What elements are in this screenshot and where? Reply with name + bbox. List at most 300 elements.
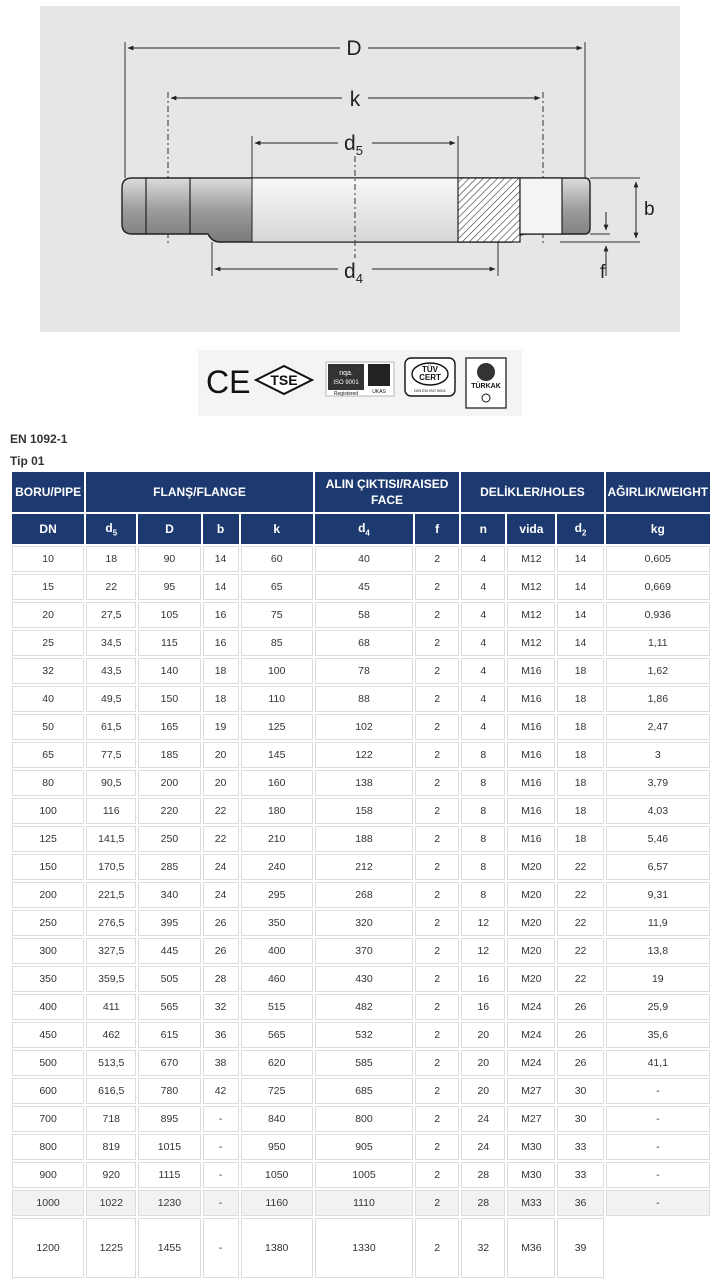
cell-k: 1160 bbox=[241, 1190, 313, 1216]
cell-vida: M16 bbox=[507, 798, 555, 824]
cell-b: 19 bbox=[203, 714, 239, 740]
cell-dn: 10 bbox=[12, 546, 84, 572]
cell-vida: M12 bbox=[507, 602, 555, 628]
cell-d2: 14 bbox=[557, 602, 603, 628]
cell-d5: 1022 bbox=[86, 1190, 136, 1216]
cell-d4: 58 bbox=[315, 602, 413, 628]
cell-kg: 3 bbox=[606, 742, 710, 768]
cell-kg: 1,86 bbox=[606, 686, 710, 712]
column-header-d4: $d_4$ bbox=[315, 514, 413, 544]
table-row bbox=[12, 658, 710, 684]
cell-outer-d: 165 bbox=[138, 714, 200, 740]
cell-kg: 1,62 bbox=[606, 658, 710, 684]
cell-d4: 122 bbox=[315, 742, 413, 768]
cell-kg: 3,79 bbox=[606, 770, 710, 796]
cell-k: 210 bbox=[241, 826, 313, 852]
cell-n: 28 bbox=[461, 1190, 505, 1216]
cell-d2: 18 bbox=[557, 826, 603, 852]
cell-b: 16 bbox=[203, 630, 239, 656]
certification-logos bbox=[198, 350, 522, 416]
cell-d4: 532 bbox=[315, 1022, 413, 1048]
cell-dn: 700 bbox=[12, 1106, 84, 1132]
column-header-dn: DN bbox=[12, 514, 84, 544]
svg-text:nqa.: nqa. bbox=[339, 370, 353, 377]
cell-outer-d: 250 bbox=[138, 826, 200, 852]
ce-logo-icon bbox=[206, 364, 250, 400]
cell-n: 8 bbox=[461, 742, 505, 768]
cell-d2: 14 bbox=[557, 630, 603, 656]
cell-d2: 22 bbox=[557, 938, 603, 964]
table-row bbox=[12, 966, 710, 992]
svg-text:Registered: Registered bbox=[333, 391, 359, 397]
cell-vida: M16 bbox=[507, 714, 555, 740]
cell-outer-d: 200 bbox=[138, 770, 200, 796]
cell-b: 22 bbox=[203, 798, 239, 824]
group-weight: AĞIRLIK/WEIGHT bbox=[606, 472, 710, 512]
cell-n: 20 bbox=[461, 1022, 505, 1048]
cell-outer-d: 395 bbox=[138, 910, 200, 936]
cell-outer-d: 505 bbox=[138, 966, 200, 992]
cell-d5: 34,5 bbox=[86, 630, 136, 656]
cell-d5: 116 bbox=[86, 798, 136, 824]
cell-k: 1050 bbox=[241, 1162, 313, 1188]
column-header-outer-d: D bbox=[138, 514, 200, 544]
cell-f: 2 bbox=[415, 1050, 459, 1076]
cell-kg: 13,8 bbox=[606, 938, 710, 964]
cell-d4: 800 bbox=[315, 1106, 413, 1132]
cell-d5: 141,5 bbox=[86, 826, 136, 852]
cell-b: 42 bbox=[203, 1078, 239, 1104]
cell-d2: 30 bbox=[557, 1106, 603, 1132]
cell-d4: 40 bbox=[315, 546, 413, 572]
cell-d4: 370 bbox=[315, 938, 413, 964]
cell-b: - bbox=[203, 1162, 239, 1188]
cell-kg: 0,669 bbox=[606, 574, 710, 600]
cell-d5: 1225 bbox=[86, 1218, 136, 1278]
table-row bbox=[12, 1190, 710, 1216]
table-row bbox=[12, 994, 710, 1020]
cell-kg: 6,57 bbox=[606, 854, 710, 880]
cell-vida: M24 bbox=[507, 1022, 555, 1048]
cell-f: 2 bbox=[415, 1078, 459, 1104]
cell-k: 240 bbox=[241, 854, 313, 880]
cell-n: 12 bbox=[461, 938, 505, 964]
svg-text:TÜV: TÜV bbox=[422, 365, 438, 374]
cell-f: 2 bbox=[415, 602, 459, 628]
cell-kg: 0,605 bbox=[606, 546, 710, 572]
cell-n: 20 bbox=[461, 1050, 505, 1076]
cell-n: 8 bbox=[461, 798, 505, 824]
cell-n: 4 bbox=[461, 546, 505, 572]
cell-k: 350 bbox=[241, 910, 313, 936]
cell-d2: 14 bbox=[557, 574, 603, 600]
cell-d2: 33 bbox=[557, 1134, 603, 1160]
cell-outer-d: 285 bbox=[138, 854, 200, 880]
cell-d2: 22 bbox=[557, 854, 603, 880]
cell-dn: 300 bbox=[12, 938, 84, 964]
cell-kg: 5,46 bbox=[606, 826, 710, 852]
type-title: Tip 01 bbox=[10, 454, 45, 468]
cell-d5: 170,5 bbox=[86, 854, 136, 880]
table-row bbox=[12, 742, 710, 768]
cell-f: 2 bbox=[415, 938, 459, 964]
cell-d2: 30 bbox=[557, 1078, 603, 1104]
table-row bbox=[12, 798, 710, 824]
cell-kg: - bbox=[606, 1162, 710, 1188]
cell-outer-d: 140 bbox=[138, 658, 200, 684]
cell-d2: 18 bbox=[557, 714, 603, 740]
table-row bbox=[12, 630, 710, 656]
cell-n: 32 bbox=[461, 1218, 505, 1278]
cell-k: 950 bbox=[241, 1134, 313, 1160]
cell-k: 620 bbox=[241, 1050, 313, 1076]
standard-title: EN 1092-1 bbox=[10, 432, 68, 446]
cell-d2: 36 bbox=[557, 1190, 603, 1216]
cell-f: 2 bbox=[415, 854, 459, 880]
table-row bbox=[12, 1050, 710, 1076]
cell-kg: - bbox=[606, 1134, 710, 1160]
cell-d5: 462 bbox=[86, 1022, 136, 1048]
cell-vida: M24 bbox=[507, 1050, 555, 1076]
cell-n: 28 bbox=[461, 1162, 505, 1188]
cell-d5: 221,5 bbox=[86, 882, 136, 908]
cell-k: 565 bbox=[241, 1022, 313, 1048]
cell-d5: 616,5 bbox=[86, 1078, 136, 1104]
cell-n: 24 bbox=[461, 1106, 505, 1132]
cell-vida: M30 bbox=[507, 1162, 555, 1188]
cell-outer-d: 615 bbox=[138, 1022, 200, 1048]
column-header-row bbox=[12, 514, 710, 544]
cell-vida: M12 bbox=[507, 630, 555, 656]
cell-vida: M16 bbox=[507, 770, 555, 796]
cell-vida: M20 bbox=[507, 910, 555, 936]
svg-text:DIN EN ISO 9001: DIN EN ISO 9001 bbox=[414, 388, 446, 393]
cell-vida: M20 bbox=[507, 966, 555, 992]
cell-vida: M12 bbox=[507, 574, 555, 600]
cell-d4: 188 bbox=[315, 826, 413, 852]
cell-b: - bbox=[203, 1218, 239, 1278]
cell-k: 110 bbox=[241, 686, 313, 712]
cell-d4: 585 bbox=[315, 1050, 413, 1076]
cell-d2: 26 bbox=[557, 1022, 603, 1048]
cell-kg: 9,31 bbox=[606, 882, 710, 908]
cell-outer-d: 445 bbox=[138, 938, 200, 964]
cell-d5: 61,5 bbox=[86, 714, 136, 740]
cell-b: 16 bbox=[203, 602, 239, 628]
cell-dn: 500 bbox=[12, 1050, 84, 1076]
cell-b: 26 bbox=[203, 910, 239, 936]
table-row bbox=[12, 714, 710, 740]
cell-outer-d: 1015 bbox=[138, 1134, 200, 1160]
cell-b: 26 bbox=[203, 938, 239, 964]
cell-outer-d: 895 bbox=[138, 1106, 200, 1132]
cell-dn: 20 bbox=[12, 602, 84, 628]
cell-b: 20 bbox=[203, 770, 239, 796]
svg-text:CERT: CERT bbox=[419, 373, 441, 382]
cell-kg: 0,936 bbox=[606, 602, 710, 628]
cell-b: 20 bbox=[203, 742, 239, 768]
svg-text:TÜRKAK: TÜRKAK bbox=[471, 383, 501, 390]
label-d5: $d_5$ bbox=[344, 132, 363, 158]
column-header-vida: vida bbox=[507, 514, 555, 544]
cell-n: 4 bbox=[461, 574, 505, 600]
cell-k: 100 bbox=[241, 658, 313, 684]
column-header-d5: $d_5$ bbox=[86, 514, 136, 544]
cell-dn: 600 bbox=[12, 1078, 84, 1104]
table-row bbox=[12, 770, 710, 796]
cell-d4: 212 bbox=[315, 854, 413, 880]
cell-kg: 41,1 bbox=[606, 1050, 710, 1076]
cell-k: 840 bbox=[241, 1106, 313, 1132]
table-row bbox=[12, 1106, 710, 1132]
cell-vida: M20 bbox=[507, 938, 555, 964]
cell-dn: 80 bbox=[12, 770, 84, 796]
cell-dn: 125 bbox=[12, 826, 84, 852]
group-raised-face: ALIN ÇIKTISI/RAISED FACE bbox=[315, 472, 459, 512]
cell-k: 85 bbox=[241, 630, 313, 656]
cell-dn: 32 bbox=[12, 658, 84, 684]
cell-d4: 138 bbox=[315, 770, 413, 796]
cell-dn: 25 bbox=[12, 630, 84, 656]
cell-f: 2 bbox=[415, 994, 459, 1020]
table-row bbox=[12, 1134, 710, 1160]
cell-vida: M27 bbox=[507, 1106, 555, 1132]
svg-text:TSE: TSE bbox=[270, 372, 298, 388]
cell-n: 8 bbox=[461, 882, 505, 908]
cell-d2: 18 bbox=[557, 686, 603, 712]
cell-kg: 11,9 bbox=[606, 910, 710, 936]
iso-9001-logo-icon bbox=[326, 362, 394, 397]
cell-outer-d: 1115 bbox=[138, 1162, 200, 1188]
cell-d5: 327,5 bbox=[86, 938, 136, 964]
cell-d4: 78 bbox=[315, 658, 413, 684]
cell-f: 2 bbox=[415, 966, 459, 992]
cell-d4: 482 bbox=[315, 994, 413, 1020]
cell-n: 4 bbox=[461, 602, 505, 628]
cell-outer-d: 780 bbox=[138, 1078, 200, 1104]
cell-vida: M30 bbox=[507, 1134, 555, 1160]
cell-k: 125 bbox=[241, 714, 313, 740]
cell-d5: 819 bbox=[86, 1134, 136, 1160]
cell-vida: M24 bbox=[507, 994, 555, 1020]
cell-d2: 26 bbox=[557, 994, 603, 1020]
cell-dn: 400 bbox=[12, 994, 84, 1020]
cell-outer-d: 115 bbox=[138, 630, 200, 656]
cell-d2: 22 bbox=[557, 966, 603, 992]
cell-f: 2 bbox=[415, 630, 459, 656]
cell-d4: 1110 bbox=[315, 1190, 413, 1216]
cell-f: 2 bbox=[415, 1218, 459, 1278]
cell-b: 24 bbox=[203, 854, 239, 880]
cell-n: 4 bbox=[461, 658, 505, 684]
tuv-cert-logo-icon bbox=[405, 358, 455, 396]
cell-b: - bbox=[203, 1134, 239, 1160]
cell-k: 725 bbox=[241, 1078, 313, 1104]
cell-f: 2 bbox=[415, 1022, 459, 1048]
cell-f: 2 bbox=[415, 1134, 459, 1160]
cell-dn: 100 bbox=[12, 798, 84, 824]
cell-dn: 65 bbox=[12, 742, 84, 768]
cell-d4: 430 bbox=[315, 966, 413, 992]
label-b: b bbox=[644, 199, 655, 220]
cell-outer-d: 1455 bbox=[138, 1218, 200, 1278]
cell-d5: 411 bbox=[86, 994, 136, 1020]
table-row bbox=[12, 910, 710, 936]
table-row bbox=[12, 1022, 710, 1048]
cell-outer-d: 185 bbox=[138, 742, 200, 768]
label-f: f bbox=[600, 262, 606, 283]
cell-kg bbox=[606, 1218, 710, 1278]
cell-vida: M20 bbox=[507, 854, 555, 880]
cell-dn: 150 bbox=[12, 854, 84, 880]
cell-vida: M33 bbox=[507, 1190, 555, 1216]
label-D: D bbox=[346, 37, 362, 60]
cell-d2: 22 bbox=[557, 910, 603, 936]
cell-n: 16 bbox=[461, 966, 505, 992]
cell-d2: 18 bbox=[557, 742, 603, 768]
cell-b: - bbox=[203, 1190, 239, 1216]
table-row bbox=[12, 574, 710, 600]
cell-f: 2 bbox=[415, 1106, 459, 1132]
cell-b: 32 bbox=[203, 994, 239, 1020]
column-header-kg: kg bbox=[606, 514, 710, 544]
cell-b: 24 bbox=[203, 882, 239, 908]
cell-f: 2 bbox=[415, 714, 459, 740]
cell-d4: 268 bbox=[315, 882, 413, 908]
label-d4: $d_4$ bbox=[344, 260, 363, 286]
column-header-b: b bbox=[203, 514, 239, 544]
svg-text:ISO 9001: ISO 9001 bbox=[333, 380, 359, 386]
cell-d5: 49,5 bbox=[86, 686, 136, 712]
cell-b: 22 bbox=[203, 826, 239, 852]
cell-outer-d: 220 bbox=[138, 798, 200, 824]
cell-dn: 350 bbox=[12, 966, 84, 992]
cell-k: 160 bbox=[241, 770, 313, 796]
cell-outer-d: 90 bbox=[138, 546, 200, 572]
cell-vida: M16 bbox=[507, 826, 555, 852]
cell-vida: M27 bbox=[507, 1078, 555, 1104]
cell-k: 515 bbox=[241, 994, 313, 1020]
section-hatch bbox=[458, 178, 520, 242]
cell-n: 4 bbox=[461, 686, 505, 712]
flange-spec-table bbox=[10, 470, 712, 1280]
cell-n: 8 bbox=[461, 770, 505, 796]
cell-f: 2 bbox=[415, 574, 459, 600]
cell-outer-d: 95 bbox=[138, 574, 200, 600]
cell-n: 20 bbox=[461, 1078, 505, 1104]
cell-b: 18 bbox=[203, 658, 239, 684]
table-row bbox=[12, 1162, 710, 1188]
cell-d5: 77,5 bbox=[86, 742, 136, 768]
cell-outer-d: 340 bbox=[138, 882, 200, 908]
cell-f: 2 bbox=[415, 546, 459, 572]
column-header-k: k bbox=[241, 514, 313, 544]
cell-d2: 18 bbox=[557, 798, 603, 824]
svg-text:CE: CE bbox=[206, 364, 251, 400]
cell-kg: 19 bbox=[606, 966, 710, 992]
cell-kg: 1,11 bbox=[606, 630, 710, 656]
cell-k: 60 bbox=[241, 546, 313, 572]
cell-d5: 22 bbox=[86, 574, 136, 600]
cell-k: 295 bbox=[241, 882, 313, 908]
cell-d5: 513,5 bbox=[86, 1050, 136, 1076]
cell-d5: 43,5 bbox=[86, 658, 136, 684]
cell-n: 12 bbox=[461, 910, 505, 936]
table-row bbox=[12, 546, 710, 572]
cell-d4: 320 bbox=[315, 910, 413, 936]
cell-kg: 2,47 bbox=[606, 714, 710, 740]
cell-k: 145 bbox=[241, 742, 313, 768]
cell-k: 65 bbox=[241, 574, 313, 600]
cell-f: 2 bbox=[415, 770, 459, 796]
cell-d5: 18 bbox=[86, 546, 136, 572]
cell-dn: 250 bbox=[12, 910, 84, 936]
table-row bbox=[12, 602, 710, 628]
cell-n: 4 bbox=[461, 714, 505, 740]
group-flange: FLANŞ/FLANGE bbox=[86, 472, 313, 512]
svg-text:UKAS: UKAS bbox=[372, 389, 386, 395]
cell-vida: M16 bbox=[507, 658, 555, 684]
cell-n: 16 bbox=[461, 994, 505, 1020]
cell-d4: 1330 bbox=[315, 1218, 413, 1278]
cell-dn: 15 bbox=[12, 574, 84, 600]
cell-f: 2 bbox=[415, 1162, 459, 1188]
cell-k: 1380 bbox=[241, 1218, 313, 1278]
turkak-logo-icon bbox=[466, 358, 506, 408]
cell-kg: 35,6 bbox=[606, 1022, 710, 1048]
cell-vida: M36 bbox=[507, 1218, 555, 1278]
cell-d4: 45 bbox=[315, 574, 413, 600]
cell-f: 2 bbox=[415, 686, 459, 712]
cell-b: 36 bbox=[203, 1022, 239, 1048]
cell-d2: 14 bbox=[557, 546, 603, 572]
column-header-f: f bbox=[415, 514, 459, 544]
cell-vida: M16 bbox=[507, 742, 555, 768]
cell-n: 4 bbox=[461, 630, 505, 656]
cell-n: 8 bbox=[461, 854, 505, 880]
cell-d4: 905 bbox=[315, 1134, 413, 1160]
cell-dn: 40 bbox=[12, 686, 84, 712]
table-row bbox=[12, 1078, 710, 1104]
cell-n: 8 bbox=[461, 826, 505, 852]
cell-outer-d: 105 bbox=[138, 602, 200, 628]
cell-dn: 450 bbox=[12, 1022, 84, 1048]
cell-b: 38 bbox=[203, 1050, 239, 1076]
cell-f: 2 bbox=[415, 910, 459, 936]
column-header-n: n bbox=[461, 514, 505, 544]
table-row bbox=[12, 854, 710, 880]
cell-kg: 4,03 bbox=[606, 798, 710, 824]
cell-k: 75 bbox=[241, 602, 313, 628]
group-pipe: BORU/PIPE bbox=[12, 472, 84, 512]
cell-dn: 900 bbox=[12, 1162, 84, 1188]
cell-d5: 920 bbox=[86, 1162, 136, 1188]
cell-d5: 27,5 bbox=[86, 602, 136, 628]
label-k: k bbox=[349, 88, 361, 111]
flange-diagram bbox=[40, 6, 680, 332]
cell-outer-d: 1230 bbox=[138, 1190, 200, 1216]
cell-d2: 26 bbox=[557, 1050, 603, 1076]
group-holes: DELİKLER/HOLES bbox=[461, 472, 603, 512]
cell-k: 400 bbox=[241, 938, 313, 964]
cell-dn: 1200 bbox=[12, 1218, 84, 1278]
cell-d4: 102 bbox=[315, 714, 413, 740]
cell-kg: - bbox=[606, 1078, 710, 1104]
cell-d5: 276,5 bbox=[86, 910, 136, 936]
cell-d5: 718 bbox=[86, 1106, 136, 1132]
cell-f: 2 bbox=[415, 826, 459, 852]
cell-outer-d: 565 bbox=[138, 994, 200, 1020]
